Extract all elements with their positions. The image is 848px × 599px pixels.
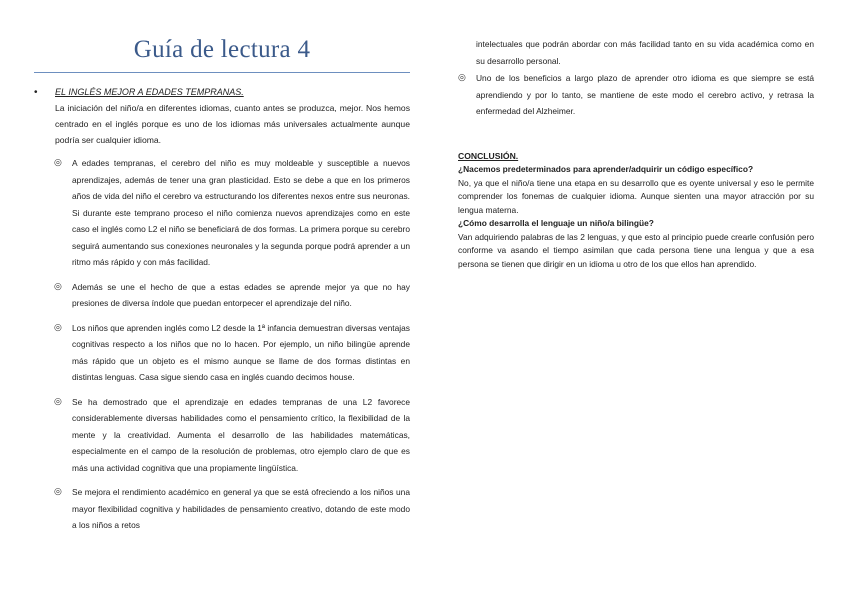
conclusion-question-1: ¿Nacemos predeterminados para aprender/adquirir un código específico?: [458, 164, 754, 174]
list-item-text: Los niños que aprenden inglés como L2 desde la 1ª infancia demuestran diversas ventajas cognitivas respecto a los niños que no lo hacen. Por ejemplo, un niño bilingüe aprende más rápido que un objeto es el mismo aunque se llame de dos formas distintas en distintas lenguas. Casa sigue siendo casa en inglés cuando decimos house.: [72, 322, 410, 382]
list-item: [54, 484, 410, 534]
list-item-text: Además se une el hecho de que a estas edades se aprende mejor ya que no hay presiones de diversa índole que puedan entorpecer el aprendizaje del niño.: [72, 281, 410, 308]
list-item-text: Se mejora el rendimiento académico en general ya que se está ofreciendo a los niños una mayor flexibilidad cognitiva y habilidades de pensamiento creativo, dotando de este modo a los niños a retos: [72, 487, 410, 530]
section-heading: EL INGLÉS MEJOR A EDADES TEMPRANAS.: [55, 87, 244, 97]
conclusion-answer-2: Van adquiriendo palabras de las 2 lenguas, y que esto al principio puede crearle confusión pero conforme va asando el tiempo asimilan que cada persona tiene una lengua y que a esa persona se tienen que dirigir en un idioma u otro de los que ellos han aprendido.: [458, 231, 814, 269]
list-item-text: Se ha demostrado que el aprendizaje en edades tempranas de una L2 favorece considerablemente diversas habilidades como el pensamiento crítico, la flexibilidad de la mente y la creatividad. Aumenta el desarrollo de las habilidades matemáticas, especialmente en el campo de la resolución de problemas, otro ejemplo claro de que es más una actividad cognitiva que una propiamente lingüística.: [72, 396, 410, 473]
page-title: Guía de lectura 4: [133, 36, 311, 63]
bullet-icon: •: [34, 87, 38, 98]
conclusion-question-2: ¿Cómo desarrolla el lenguaje un niño/a bilingüe?: [458, 218, 654, 228]
circle-bullet-icon: ◎: [54, 157, 62, 167]
conclusion-section: [458, 149, 814, 271]
sub-list: [54, 155, 410, 542]
section-intro: La iniciación del niño/a en diferentes idiomas, cuanto antes se produzca, mejor. Nos hemos centrado en el inglés porque es uno de los idiomas más universales actualmente aunque podría ser cualquier idioma.: [55, 103, 410, 145]
list-item: [54, 320, 410, 386]
circle-bullet-icon: ◎: [54, 486, 62, 496]
circle-bullet-icon: ◎: [54, 395, 62, 406]
list-item: [54, 394, 410, 477]
circle-bullet-icon: ◎: [458, 72, 466, 82]
conclusion-answer-1: No, ya que el niño/a tiene una etapa en su desarrollo que es oyente universal y eso le permite comprender los fonemas de cualquier idioma. Aunque sienten una mayor atracción por su lengua materna.: [458, 177, 814, 215]
conclusion-heading: CONCLUSIÓN.: [458, 151, 519, 161]
circle-bullet-icon: ◎: [54, 321, 62, 332]
continuation-text: intelectuales que podrán abordar con más facilidad tanto en su vida académica como en su desarrollo personal.: [476, 39, 814, 66]
title-underline: [34, 72, 410, 73]
list-item-text: Uno de los beneficios a largo plazo de aprender otro idioma es que siempre se está aprendiendo y por lo tanto, se mantiene de este modo el cerebro activo, y retrasa la enfermedad del Alzheimer.: [476, 73, 814, 116]
continuation-text-block: [476, 36, 814, 69]
list-item: [54, 155, 410, 271]
list-item-text: A edades tempranas, el cerebro del niño es muy moldeable y susceptible a nuevos aprendizajes, además de tener una gran plasticidad. Esto se debe a que en los primeros años de vida del niño el cerebro va estructurando los diferentes nexos entre sus neuronas. Si durante este temprano proceso el niño comienza nuevos aprendizajes como en este caso el inglés como L2 el niño se beneficiará de dos formas. La primera porque su cerebro seguirá aumentando sus conexiones neuronales y la segunda porque podrá aprender a un ritmo más rápido y con más facilidad.: [72, 158, 410, 267]
list-item: [54, 279, 410, 312]
list-item: [458, 70, 814, 120]
circle-bullet-icon: ◎: [54, 280, 62, 291]
main-bullet-section: [34, 86, 410, 148]
right-list-item: [458, 70, 814, 120]
